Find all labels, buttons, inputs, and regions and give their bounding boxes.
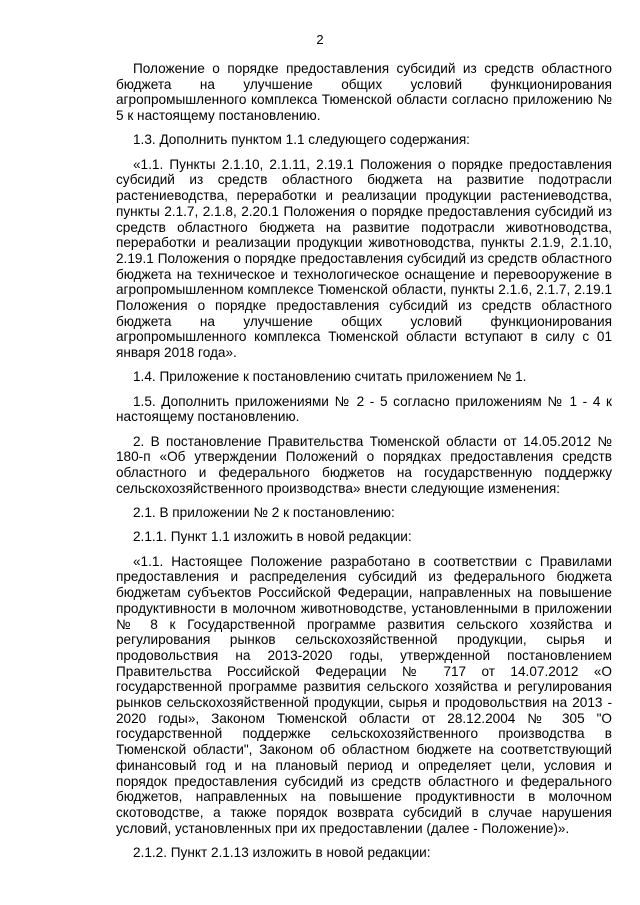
page-number: 2 — [316, 32, 324, 47]
paragraph: 1.5. Дополнить приложениями № 2 - 5 согласно приложениям № 1 - 4 к настоящему постановлению. — [116, 393, 612, 425]
paragraph: 2. В постановление Правительства Тюменской области от 14.05.2012 № 180-п «Об утверждении Положений о порядках предоставления средств областного и федерального бюджетов на государственную поддержку сельскохозяйственного производства» внести следующие изменения: — [116, 433, 612, 496]
paragraph: «1.1. Настоящее Положение разработано в соответствии с Правилами предоставления и распределения субсидий из федерального бюджета бюджетам субъектов Российской Федерации, направленных на повышение продуктивности в молочном животноводстве, установленными в приложении № 8 к Государственной программе развития сельского хозяйства и регулирования рынков сельскохозяйственной продукции, сырья и продовольствия на 2013-2020 годы, утвержденной постановлением Правительства Российской Федерации № 717 от 14.07.2012 «О государственной программе развития сельского хозяйства и регулирования рынков сельскохозяйственной продукции, сырья и продовольствия на 2013 - 2020 годы», Законом Тюменской области от 28.12.2004 № 305 "О государственной поддержке сельскохозяйственного производства в Тюменской области", Законом об областном бюджете на соответствующий финансовый год и на плановый период и определяет цели, условия и порядок предоставления субсидий из средств областного и федерального бюджетов, направленных на повышение продуктивности в молочном скотоводстве, а также порядок возврата субсидий в случае нарушения условий, установленных при их предоставлении (далее - Положение)». — [116, 553, 612, 836]
paragraph: 1.4. Приложение к постановлению считать приложением № 1. — [133, 369, 527, 385]
paragraph: «1.1. Пункты 2.1.10, 2.1.11, 2.19.1 Положения о порядке предоставления субсидий из средств областного бюджета на развитие подотрасли растениеводства, переработки и реализации продукции растениеводства, пункты 2.1.7, 2.1.8, 2.20.1 Положения о порядке предоставления субсидий из средств областного бюджета на развитие подотрасли животноводства, переработки и реализации продукции животноводства, пункты 2.1.9, 2.1.10, 2.19.1 Положения о порядке предоставления субсидий из средств областного бюджета на техническое и технологическое оснащение и перевооружение в агропромышленном комплексе Тюменской области, пункты 2.1.6, 2.1.7, 2.19.1 Положения о порядке предоставления субсидий из средств областного бюджета на улучшение общих условий функционирования агропромышленного комплекса Тюменской области вступают в силу с 01 января 2018 года». — [116, 156, 612, 361]
document-body — [116, 61, 612, 869]
paragraph: 1.3. Дополнить пунктом 1.1 следующего содержания: — [133, 132, 470, 148]
paragraph: 2.1.2. Пункт 2.1.13 изложить в новой редакции: — [133, 844, 431, 860]
paragraph: 2.1.1. Пункт 1.1 изложить в новой редакции: — [133, 529, 412, 545]
paragraph: Положение о порядке предоставления субсидий из средств областного бюджета на улучшение общих условий функционирования агропромышленного комплекса Тюменской области согласно приложению № 5 к настоящему постановлению. — [116, 61, 612, 124]
paragraph: 2.1. В приложении № 2 к постановлению: — [133, 505, 395, 521]
